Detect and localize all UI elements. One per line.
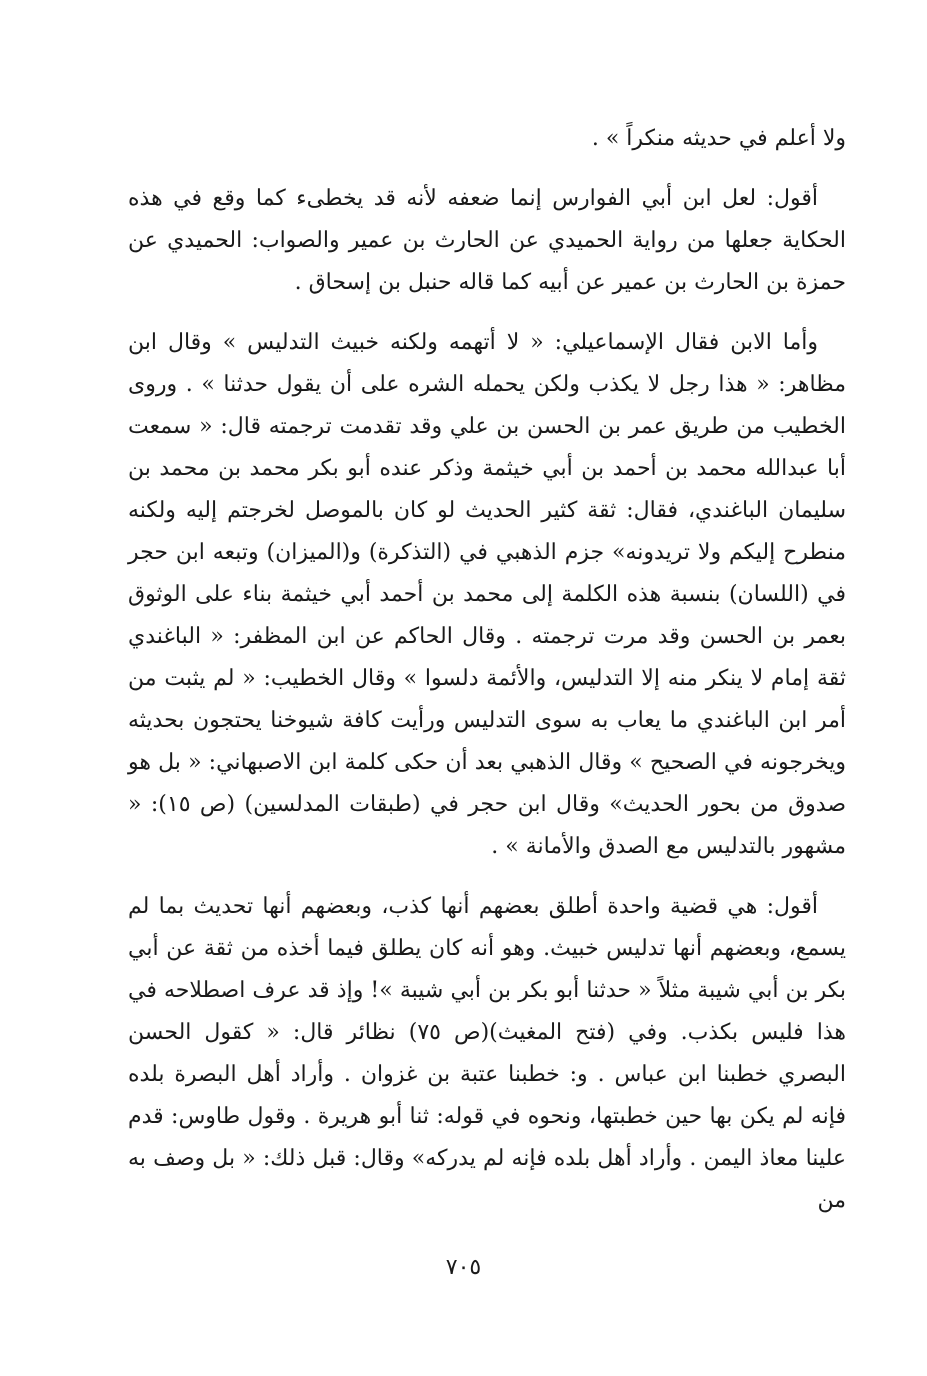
paragraph-3: وأما الابن فقال الإسماعيلي: « لا أتهمه ولكنه خبيث التدليس » وقال ابن مظاهر: « هذا رجل لا يكذب ولكن يحمله الشره على أن يقول حدثنا » . وروى الخطيب من طريق عمر بن الحسن بن علي وقد تقدمت ترجمته قال: « سمعت أبا عبدالله محمد بن أحمد بن أبي خيثمة وذكر عنده أبو بكر محمد بن محمد بن سليمان الباغندي، فقال: ثقة كثير الحديث لو كان بالموصل لخرجتم إليه ولكنه منطرح إليكم ولا تريدونه» جزم الذهبي في (التذكرة) و(الميزان) وتبعه ابن حجر في (اللسان) بنسبة هذه الكلمة إلى محمد بن أحمد أبي خيثمة بناء على الوثوق بعمر بن الحسن وقد مرت ترجمته . وقال الحاكم عن ابن المظفر: « الباغندي ثقة إمام لا ينكر منه إلا التدليس، والأئمة دلسوا » وقال الخطيب: « لم يثبت من أمر ابن الباغندي ما يعاب به سوى التدليس ورأيت كافة شيوخنا يحتجون بحديثه ويخرجونه في الصحيح » وقال الذهبي بعد أن حكى كلمة ابن الاصبهاني: « بل هو صدوق من بحور الحديث» وقال ابن حجر في (طبقات المدلسين) (ص ١٥): « مشهور بالتدليس مع الصدق والأمانة » . xyxy=(128,330,846,859)
paragraph-gap xyxy=(128,160,846,178)
paragraph-4: أقول: هي قضية واحدة أطلق بعضهم أنها كذب، وبعضهم أنها تحديث بما لم يسمع، وبعضهم أنها تدليس خبيث. وهو أنه كان يطلق فيما أخذه من ثقة عن أبي بكر بن أبي شيبة مثلاً « حدثنا أبو بكر بن أبي شيبة »! وإذ قد عرف اصطلاحه في هذا فليس بكذب. وفي (فتح المغيث)(ص ٧٥) نظائر قال: « كقول الحسن البصري خطبنا ابن عباس . و: خطبنا عتبة بن غزوان . وأراد أهل البصرة بلده فإنه لم يكن بها حين خطبتها، ونحوه في قوله: ثنا أبو هريرة . وقول طاوس: قدم علينا معاذ اليمن . وأراد أهل بلده فإنه لم يدركه» وقال: قبل ذلك: « بل وصف به من xyxy=(128,894,846,1213)
paragraph-gap xyxy=(128,868,846,886)
page-body xyxy=(128,118,846,1222)
paragraph-gap xyxy=(128,304,846,322)
paragraph-2: أقول: لعل ابن أبي الفوارس إنما ضعفه لأنه قد يخطىء كما وقع في هذه الحكاية جعلها من رواية الحميدي عن الحارث بن عمير والصواب: الحميدي عن حمزة بن الحارث بن عمير عن أبيه كما قاله حنبل بن إسحاق . xyxy=(128,186,846,295)
page-number: ٧٠٥ xyxy=(445,1255,482,1280)
paragraph-1: ولا أعلم في حديثه منكراً » . xyxy=(591,126,846,151)
